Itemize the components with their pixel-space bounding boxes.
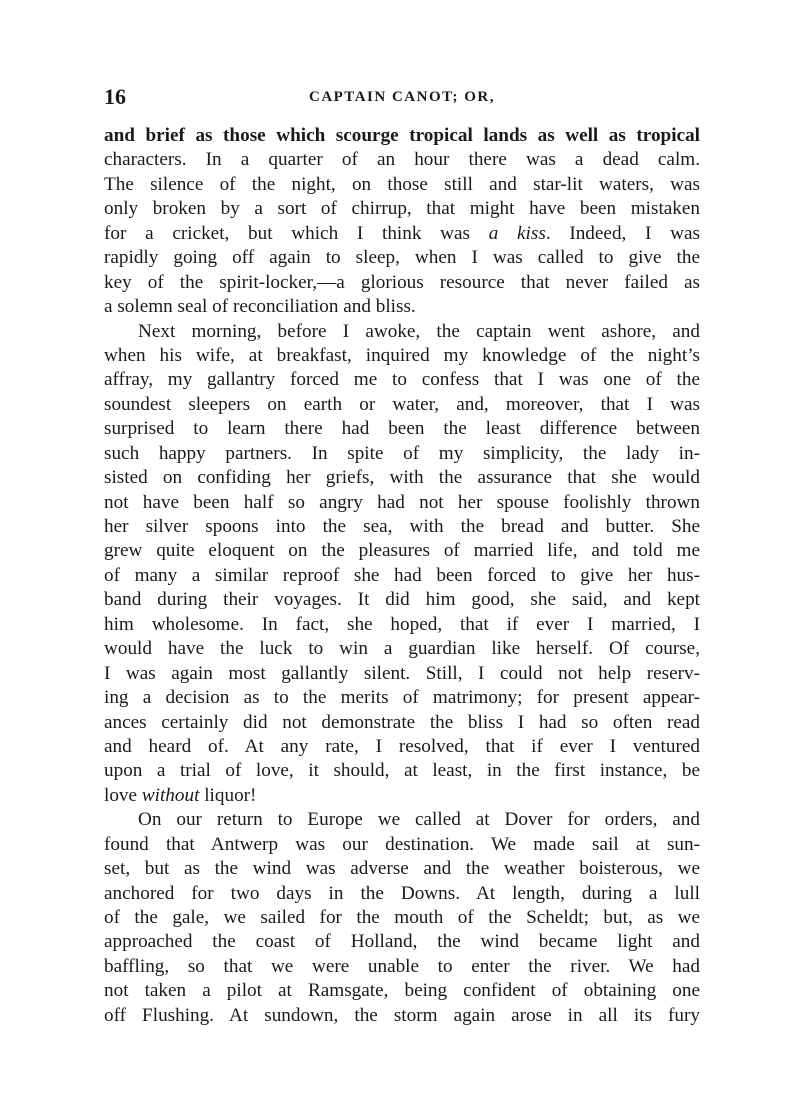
text-line: surprised to learn there had been the least difference between: [104, 418, 700, 440]
running-head: CAPTAIN CANOT; OR,: [308, 89, 496, 105]
text-line: characters. In a quarter of an hour there was a dead calm.: [104, 149, 700, 171]
italic-run: without: [141, 784, 200, 806]
text-line: [104, 222, 700, 246]
text-line: key of the spirit-locker,—a glorious resource that never failed as: [104, 271, 700, 293]
text-line: Next morning, before I awoke, the captain went ashore, and: [138, 320, 700, 342]
text-line: upon a trial of love, it should, at least, in the first instance, be: [104, 760, 700, 782]
italic-run: a kiss: [488, 222, 546, 244]
text-line: a solemn seal of reconciliation and bliss.: [104, 296, 416, 318]
text-line: of the gale, we sailed for the mouth of the Scheldt; but, as we: [104, 907, 700, 928]
text-line: ing a decision as to the merits of matrimony; for present appear-: [104, 687, 700, 709]
text-line: such happy partners. In spite of my simplicity, the lady in-: [104, 442, 700, 464]
text-line: found that Antwerp was our destination. We made sail at sun-: [104, 833, 700, 855]
text-run: for a cricket, but which I think was: [104, 222, 489, 244]
text-line: affray, my gallantry forced me to confess that I was one of the: [104, 369, 700, 391]
text-line: The silence of the night, on those still and star-lit waters, was: [104, 173, 700, 195]
text-line: when his wife, at breakfast, inquired my knowledge of the night’s: [104, 344, 700, 366]
page-header: [104, 84, 700, 114]
text-line: and brief as those which scourge tropical lands as well as tropical: [104, 125, 700, 146]
text-line: On our return to Europe we called at Dover for orders, and: [138, 809, 700, 831]
text-line: anchored for two days in the Downs. At length, during a lull: [104, 882, 700, 904]
text-line: [104, 784, 700, 808]
text-line: only broken by a sort of chirrup, that might have been mistaken: [104, 198, 700, 220]
text-line: grew quite eloquent on the pleasures of married life, and told me: [104, 540, 700, 562]
text-line: band during their voyages. It did him good, she said, and kept: [104, 589, 700, 611]
text-run: love: [104, 784, 142, 806]
text-line: him wholesome. In fact, she hoped, that if ever I married, I: [104, 613, 700, 635]
text-line: approached the coast of Holland, the wind became light and: [104, 931, 700, 953]
body-text: [104, 124, 700, 1028]
text-line: soundest sleepers on earth or water, and, moreover, that I was: [104, 393, 700, 415]
text-line: set, but as the wind was adverse and the weather boisterous, we: [104, 858, 700, 880]
text-line: baffling, so that we were unable to enter the river. We had: [104, 955, 700, 977]
text-line: would have the luck to win a guardian like herself. Of course,: [104, 638, 700, 660]
text-run: . Indeed, I was: [545, 222, 700, 244]
text-line: ances certainly did not demonstrate the bliss I had so often read: [104, 711, 700, 733]
text-line: of many a similar reproof she had been forced to give her hus-: [104, 564, 700, 586]
text-line: I was again most gallantly silent. Still, I could not help reserv-: [104, 662, 700, 684]
text-line: not have been half so angry had not her spouse foolishly thrown: [104, 491, 700, 513]
text-run: liquor!: [199, 784, 257, 806]
text-line: her silver spoons into the sea, with the bread and butter. She: [104, 516, 700, 537]
text-line: not taken a pilot at Ramsgate, being confident of obtaining one: [104, 980, 700, 1002]
page-number: 16: [104, 84, 126, 109]
text-line: off Flushing. At sundown, the storm again arose in all its fury: [104, 1004, 700, 1026]
text-line: sisted on confiding her griefs, with the assurance that she would: [104, 467, 700, 489]
text-line: and heard of. At any rate, I resolved, that if ever I ventured: [104, 735, 700, 757]
text-line: rapidly going off again to sleep, when I was called to give the: [104, 247, 700, 269]
